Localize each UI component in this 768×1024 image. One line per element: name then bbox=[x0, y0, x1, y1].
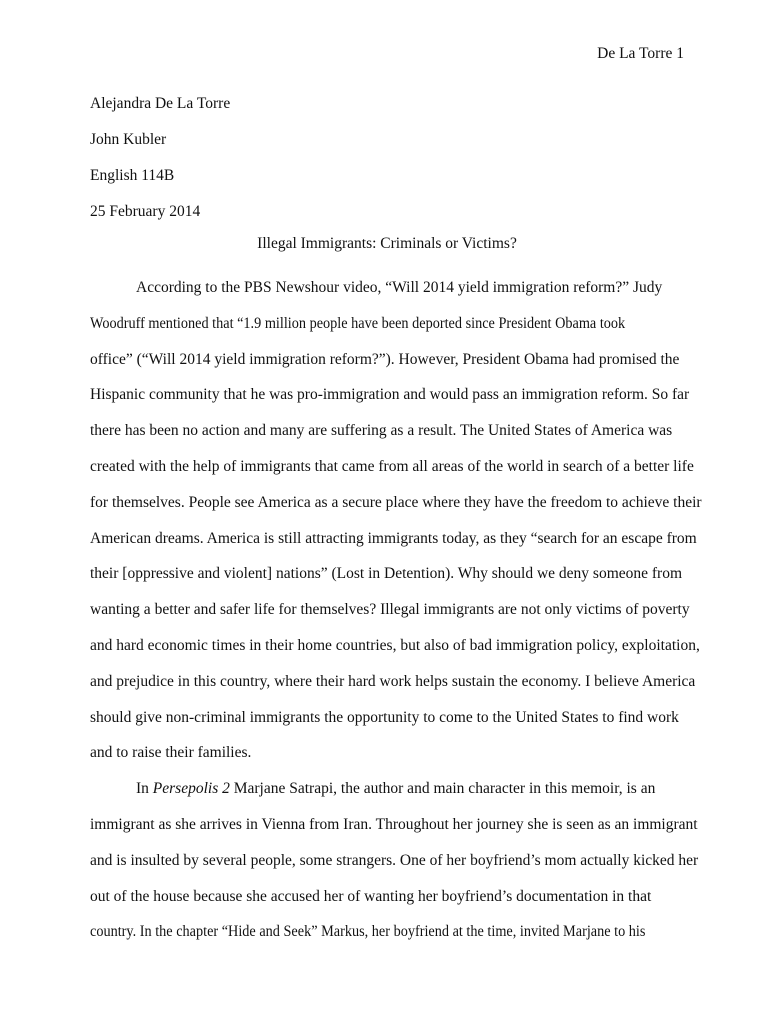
essay-title: Illegal Immigrants: Criminals or Victims? bbox=[257, 235, 517, 252]
paragraph-1-line-5: there has been no action and many are suffering as a result. The United States of America was bbox=[90, 422, 673, 440]
running-head: De La Torre 1 bbox=[597, 45, 684, 62]
paragraph-2-line-4: out of the house because she accused her of wanting her boyfriend’s documentation in that bbox=[90, 887, 652, 905]
paragraph-2-line-2: immigrant as she arrives in Vienna from Iran. Throughout her journey she is seen as an immigrant bbox=[90, 815, 698, 833]
paragraph-1-line-4: Hispanic community that he was pro-immigration and would pass an immigration reform. So far bbox=[90, 386, 690, 404]
paragraph-2-line-5-text: country. In the chapter “Hide and Seek” Markus, her boyfriend at the time, invited Marjane to his bbox=[90, 923, 646, 941]
essay-body bbox=[90, 270, 702, 950]
paragraph-1-line-1: According to the PBS Newshour video, “Will 2014 yield immigration reform?” Judy bbox=[136, 279, 663, 296]
paragraph-1-line-2-text: Woodruff mentioned that “1.9 million people have been deported since President Obama took bbox=[90, 314, 626, 332]
instructor-name: John Kubler bbox=[90, 131, 167, 148]
paragraph-1-line-6: created with the help of immigrants that came from all areas of the world in search of a better life bbox=[90, 457, 694, 475]
paragraph-1-line-10: wanting a better and safer life for themselves? Illegal immigrants are not only victims of poverty bbox=[90, 601, 690, 619]
paragraph-1-line-8: American dreams. America is still attracting immigrants today, as they “search for an escape from bbox=[90, 529, 697, 547]
paragraph-1-line-14: and to raise their families. bbox=[90, 744, 252, 762]
paragraph-2-prefix: In bbox=[136, 780, 153, 798]
essay-date: 25 February 2014 bbox=[90, 203, 201, 220]
paragraph-1-line-11: and hard economic times in their home countries, but also of bad immigration policy, exploitation, bbox=[90, 636, 700, 654]
book-title: Persepolis 2 bbox=[152, 780, 230, 798]
paragraph-2-line-5 bbox=[90, 914, 686, 950]
paragraph-1-line-7: for themselves. People see America as a secure place where they have the freedom to achieve their bbox=[90, 493, 702, 511]
paragraph-2-first-line-rest: Marjane Satrapi, the author and main character in this memoir, is an bbox=[229, 780, 656, 798]
paragraph-2-line-3: and is insulted by several people, some strangers. One of her boyfriend’s mom actually kicked her bbox=[90, 851, 699, 869]
paragraph-2-line-1 bbox=[90, 771, 686, 807]
paragraph-1-line-9: their [oppressive and violent] nations” (Lost in Detention). Why should we deny someone from bbox=[90, 565, 683, 583]
author-name: Alejandra De La Torre bbox=[90, 95, 231, 112]
paragraph-1-line-13: should give non-criminal immigrants the opportunity to come to the United States to find work bbox=[90, 708, 679, 726]
course-name: English 114B bbox=[90, 167, 175, 184]
paragraph-1-line-3: office” (“Will 2014 yield immigration reform?”). However, President Obama had promised the bbox=[90, 350, 680, 368]
paragraph-1-line-2 bbox=[90, 306, 686, 342]
paragraph-1-line-12: and prejudice in this country, where their hard work helps sustain the economy. I believe America bbox=[90, 672, 696, 690]
